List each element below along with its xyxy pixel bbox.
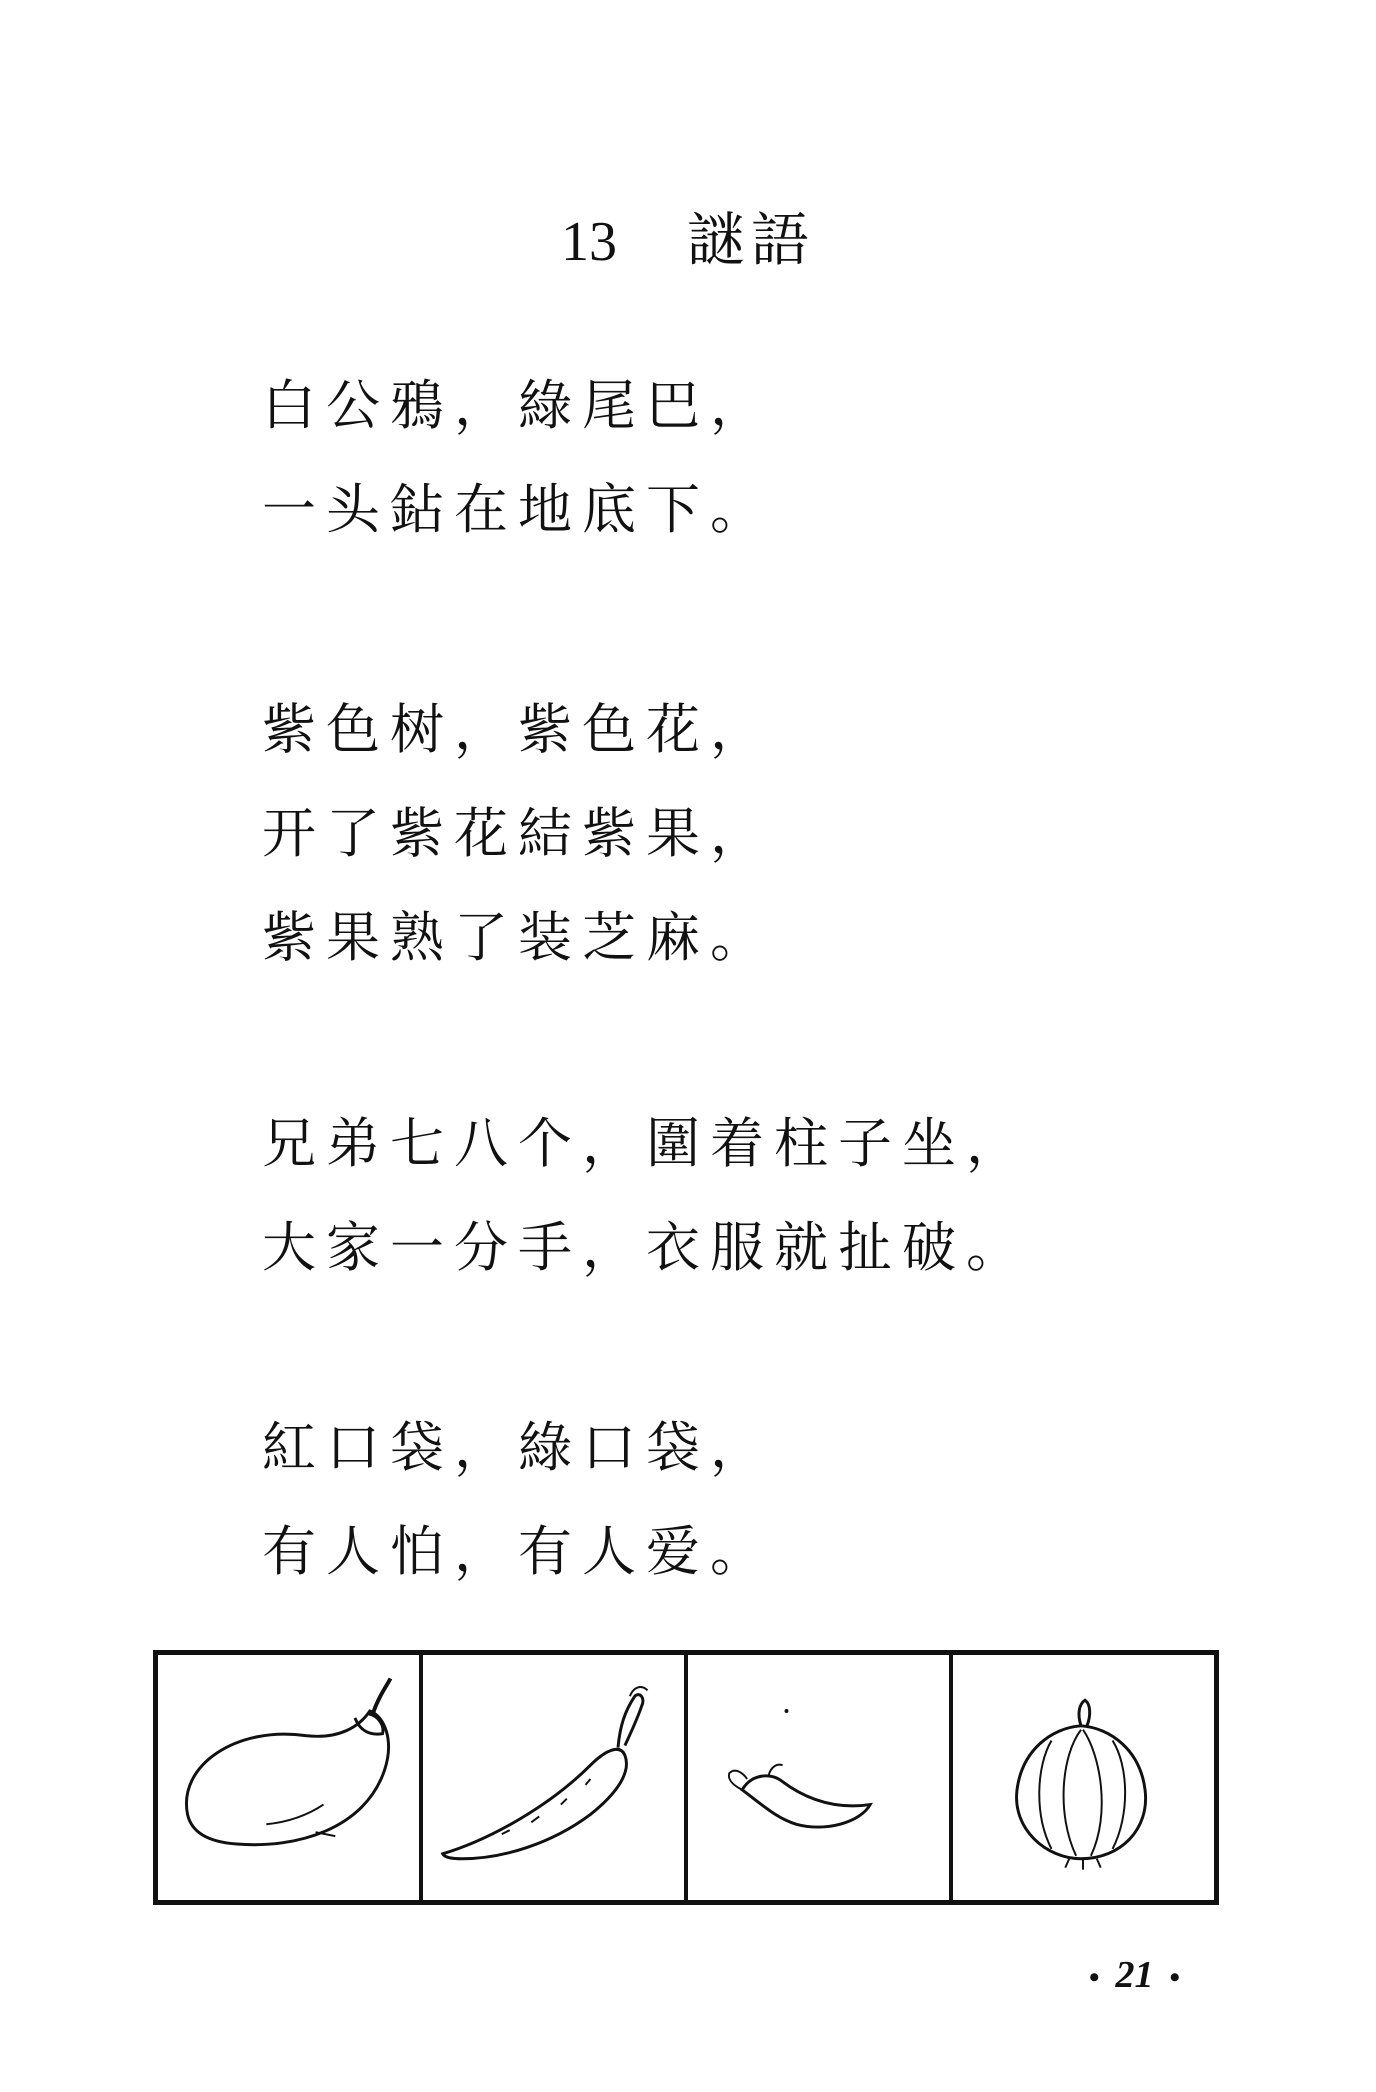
answer-cell-garlic bbox=[953, 1655, 1214, 1900]
riddle-3 bbox=[262, 1114, 1162, 1322]
answer-cell-chili-pepper bbox=[688, 1655, 953, 1900]
riddle-line: 兄弟七八个，圍着柱子坐， bbox=[262, 1112, 1030, 1175]
riddle-line: 紫色树，紫色花， bbox=[262, 698, 774, 761]
lesson-title bbox=[0, 200, 1376, 280]
page-number bbox=[1073, 1950, 1196, 2003]
riddle-line: 开了紫花結紫果， bbox=[262, 802, 774, 865]
riddle-2 bbox=[262, 700, 1162, 1012]
riddle-line: 有人怕，有人爱。 bbox=[262, 1520, 774, 1583]
page-number-text: 21 bbox=[1115, 1954, 1154, 1996]
answer-cell-eggplant bbox=[158, 1655, 423, 1900]
radish-icon bbox=[423, 1655, 684, 1900]
answer-picture-strip bbox=[153, 1650, 1219, 1905]
riddle-4 bbox=[262, 1418, 1162, 1626]
riddle-line: 大家一分手，衣服就扯破。 bbox=[262, 1216, 1030, 1279]
riddle-line: 紫果熟了装芝麻。 bbox=[262, 906, 774, 969]
chili-pepper-icon bbox=[688, 1655, 949, 1900]
riddle-line: 一头鉆在地底下。 bbox=[262, 478, 774, 541]
bullet-icon: • bbox=[1088, 1961, 1100, 1995]
riddle-1 bbox=[262, 376, 1162, 584]
riddle-line: 紅口袋，綠口袋， bbox=[262, 1416, 774, 1479]
garlic-icon bbox=[953, 1655, 1214, 1900]
lesson-number: 13 bbox=[560, 211, 617, 273]
lesson-title-text: 謎語 bbox=[686, 206, 815, 274]
bullet-icon: • bbox=[1169, 1961, 1180, 1995]
answer-cell-radish bbox=[423, 1655, 688, 1900]
eggplant-icon bbox=[158, 1655, 419, 1900]
riddle-line: 白公鴉，綠尾巴， bbox=[262, 374, 774, 437]
